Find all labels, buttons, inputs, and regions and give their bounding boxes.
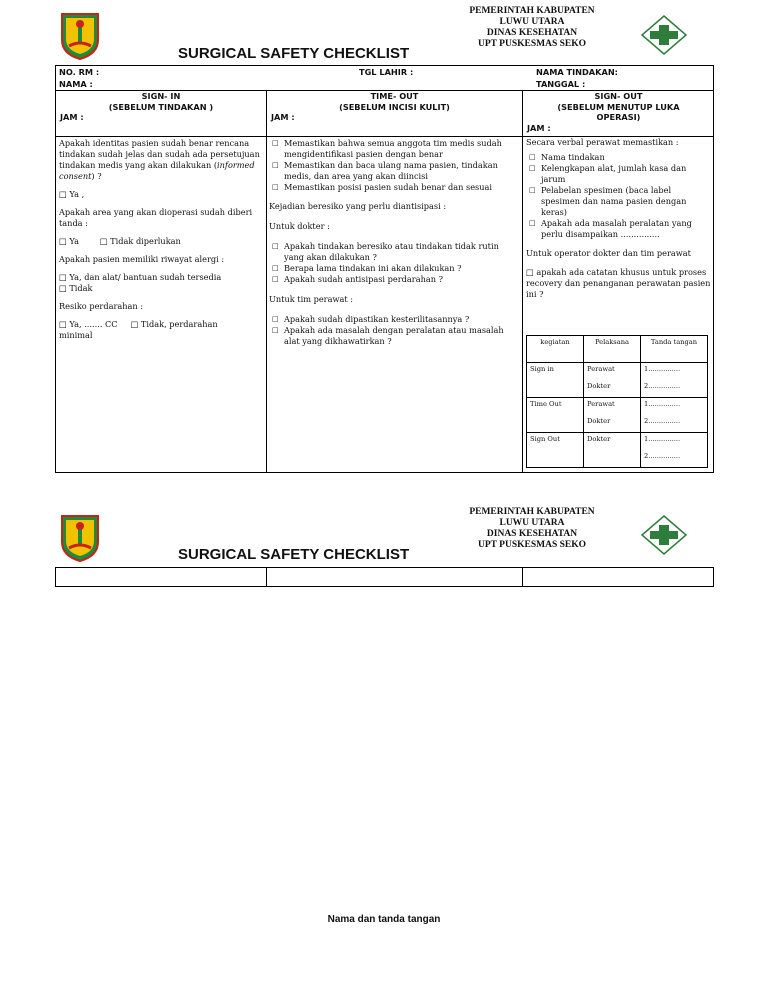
- sign-in-q4-options[interactable]: □ Ya, ....... CC □ Tidak, perdarahan: [59, 319, 218, 329]
- signature-caption: Nama dan tanda tangan: [327, 914, 441, 925]
- agency-line: DINAS KESEHATAN: [486, 28, 578, 38]
- checkbox-icon[interactable]: □: [59, 189, 70, 199]
- table-cell[interactable]: 1............... 2...............: [641, 433, 708, 468]
- sign-in-title: SIGN- IN: [141, 91, 181, 101]
- checklist-frame: [55, 567, 714, 587]
- sign-in-subtitle: (SEBELUM TINDAKAN ): [108, 101, 214, 112]
- divider: [266, 90, 267, 473]
- checkbox-icon[interactable]: □: [529, 186, 536, 194]
- list-item[interactable]: □ Apakah ada masalah peralatan yang perlu disampaikan ...............: [529, 218, 692, 239]
- divider: [266, 567, 267, 587]
- sign-out-title: SIGN- OUT: [594, 91, 643, 101]
- sign-in-q2: Apakah area yang akan dioperasi sudah diberi tanda :: [59, 207, 253, 228]
- list-item[interactable]: □ Memastikan bahwa semua anggota tim medis sudah mengidentifikasi pasien dengan benar: [272, 138, 502, 159]
- time-out-jam: JAM :: [271, 112, 295, 122]
- agency-block: [447, 6, 617, 50]
- time-out-title: TIME- OUT: [370, 91, 419, 101]
- checkbox-icon[interactable]: □: [59, 319, 70, 329]
- list-item[interactable]: □ Nama tindakan: [529, 152, 605, 162]
- sign-out-header: [523, 91, 714, 133]
- list-item[interactable]: □ Kelengkapan alat, jumlah kasa dan jarum: [529, 163, 687, 184]
- divider: [522, 90, 523, 473]
- checkbox-icon[interactable]: □: [529, 219, 536, 227]
- list-item[interactable]: □ Pelabelan spesimen (baca label spesimen dan nama pasien dengan keras): [529, 185, 687, 217]
- list-item[interactable]: □ Apakah sudah dipastikan kesterilitasannya ?: [272, 314, 470, 324]
- list-item[interactable]: □ Apakah ada masalah dengan peralatan atau masalah alat yang dikhawatirkan ?: [272, 325, 504, 346]
- checkbox-icon[interactable]: □: [529, 164, 536, 172]
- checkbox-icon[interactable]: □: [59, 236, 70, 246]
- health-cross-icon: [640, 515, 688, 555]
- checkbox-icon[interactable]: □: [272, 264, 279, 272]
- table-cell: Perawat Dokter: [584, 363, 641, 398]
- sign-in-ya-option[interactable]: □ Ya ,: [59, 189, 85, 199]
- table-cell[interactable]: 1............... 2...............: [641, 398, 708, 433]
- catatan-option[interactable]: □ apakah ada catatan khusus untuk proses recovery dan penanganan perawatan pasien ini ?: [526, 267, 711, 299]
- checkbox-icon[interactable]: □: [272, 139, 279, 147]
- checkbox-icon[interactable]: □: [59, 272, 70, 282]
- nama-tindakan-label: NAMA TINDAKAN:: [536, 67, 618, 77]
- checkbox-icon[interactable]: □: [272, 161, 279, 169]
- sign-in-ya-alat-option[interactable]: □ Ya, dan alat/ bantuan sudah tersedia: [59, 272, 222, 282]
- table-row: [527, 336, 708, 363]
- table-cell[interactable]: 1............... 2...............: [641, 363, 708, 398]
- checkbox-icon[interactable]: □: [272, 315, 279, 323]
- checkbox-icon[interactable]: □: [272, 242, 279, 250]
- sign-in-minimal: minimal: [59, 330, 93, 340]
- sign-in-body: [59, 138, 263, 348]
- sign-out-subtitle: (SEBELUM MENUTUP LUKA OPERASI): [557, 101, 680, 122]
- agency-line: UPT PUSKESMAS SEKO: [477, 39, 587, 49]
- list-item[interactable]: □ Memastikan posisi pasien sudah benar dan sesuai: [272, 182, 493, 192]
- agency-line: PEMERINTAH KABUPATEN: [469, 507, 595, 517]
- page-title: SURGICAL SAFETY CHECKLIST: [178, 45, 410, 62]
- signature-table: [526, 335, 708, 468]
- table-cell: Time Out: [527, 398, 584, 433]
- checkbox-icon[interactable]: □: [272, 183, 279, 191]
- list-item[interactable]: □ Apakah tindakan beresiko atau tindakan tidak rutin yang akan dilakukan ?: [272, 241, 499, 262]
- tgl-lahir-label: TGL LAHIR :: [359, 67, 414, 77]
- sign-in-q4: Resiko perdarahan :: [59, 301, 144, 311]
- untuk-perawat-label: Untuk tim perawat :: [269, 294, 353, 304]
- page-title: SURGICAL SAFETY CHECKLIST: [178, 546, 410, 563]
- agency-line: PEMERINTAH KABUPATEN: [469, 6, 595, 16]
- table-cell: Perawat Dokter: [584, 398, 641, 433]
- regency-logo-icon: [59, 10, 101, 60]
- table-row: [527, 363, 708, 398]
- table-row: [527, 433, 708, 468]
- time-out-header: [267, 91, 522, 122]
- untuk-dokter-label: Untuk dokter :: [269, 221, 330, 231]
- checkbox-icon[interactable]: □: [59, 283, 70, 293]
- table-cell: Dokter: [584, 433, 641, 468]
- checkbox-icon[interactable]: □: [272, 326, 279, 334]
- checkbox-icon[interactable]: □: [526, 267, 537, 277]
- sign-in-tidak-option[interactable]: □ Tidak: [59, 283, 93, 293]
- regency-logo-icon: [59, 512, 101, 562]
- kejadian-label: Kejadian beresiko yang perlu diantisipasi :: [269, 201, 447, 211]
- table-cell: Sign in: [527, 363, 584, 398]
- agency-block: [447, 507, 617, 551]
- divider: [522, 567, 523, 587]
- table-row: [527, 398, 708, 433]
- sign-in-q3: Apakah pasien memiliki riwayat alergi :: [59, 254, 225, 264]
- untuk-operator-label: Untuk operator dokter dan tim perawat: [526, 248, 691, 258]
- checkbox-icon[interactable]: □: [529, 153, 536, 161]
- list-item[interactable]: □ Memastikan dan baca ulang nama pasien, tindakan medis, dan area yang akan diincisi: [272, 160, 498, 181]
- sign-in-q1: Apakah identitas pasien sudah benar rencana tindakan sudah jelas dan sudah ada persetujuan tindakan medis yang akan dilakukan (informed consent) ?: [59, 138, 260, 181]
- no-rm-label: NO. RM :: [59, 67, 100, 77]
- table-cell: Sign Out: [527, 433, 584, 468]
- tanggal-label: TANGGAL :: [536, 79, 586, 89]
- sign-out-jam: JAM :: [527, 122, 551, 133]
- sign-in-q2-options[interactable]: □ Ya □ Tidak diperlukan: [59, 236, 181, 246]
- verbal-label: Secara verbal perawat memastikan :: [526, 137, 679, 147]
- agency-line: DINAS KESEHATAN: [486, 529, 578, 539]
- list-item[interactable]: □ Berapa lama tindakan ini akan dilakukan ?: [272, 263, 462, 273]
- table-header-cell: kegiatan: [527, 336, 584, 363]
- list-item[interactable]: □ Apakah sudah antisipasi perdarahan ?: [272, 274, 443, 284]
- table-header-cell: Tanda tangan: [641, 336, 708, 363]
- agency-line: UPT PUSKESMAS SEKO: [477, 540, 587, 550]
- checkbox-icon[interactable]: □: [272, 275, 279, 283]
- checkbox-icon[interactable]: □: [99, 236, 111, 246]
- health-cross-icon: [640, 15, 688, 55]
- time-out-subtitle: (SEBELUM INCISI KULIT): [339, 101, 450, 112]
- checkbox-icon[interactable]: □: [130, 319, 141, 329]
- time-out-body: [269, 138, 519, 347]
- table-header-cell: Pelaksana: [584, 336, 641, 363]
- sign-out-body: [526, 137, 712, 307]
- sign-in-jam: JAM :: [60, 112, 84, 122]
- agency-line: LUWU UTARA: [499, 518, 565, 528]
- agency-line: LUWU UTARA: [499, 17, 565, 27]
- sign-in-header: [56, 91, 266, 122]
- nama-label: NAMA :: [59, 79, 93, 89]
